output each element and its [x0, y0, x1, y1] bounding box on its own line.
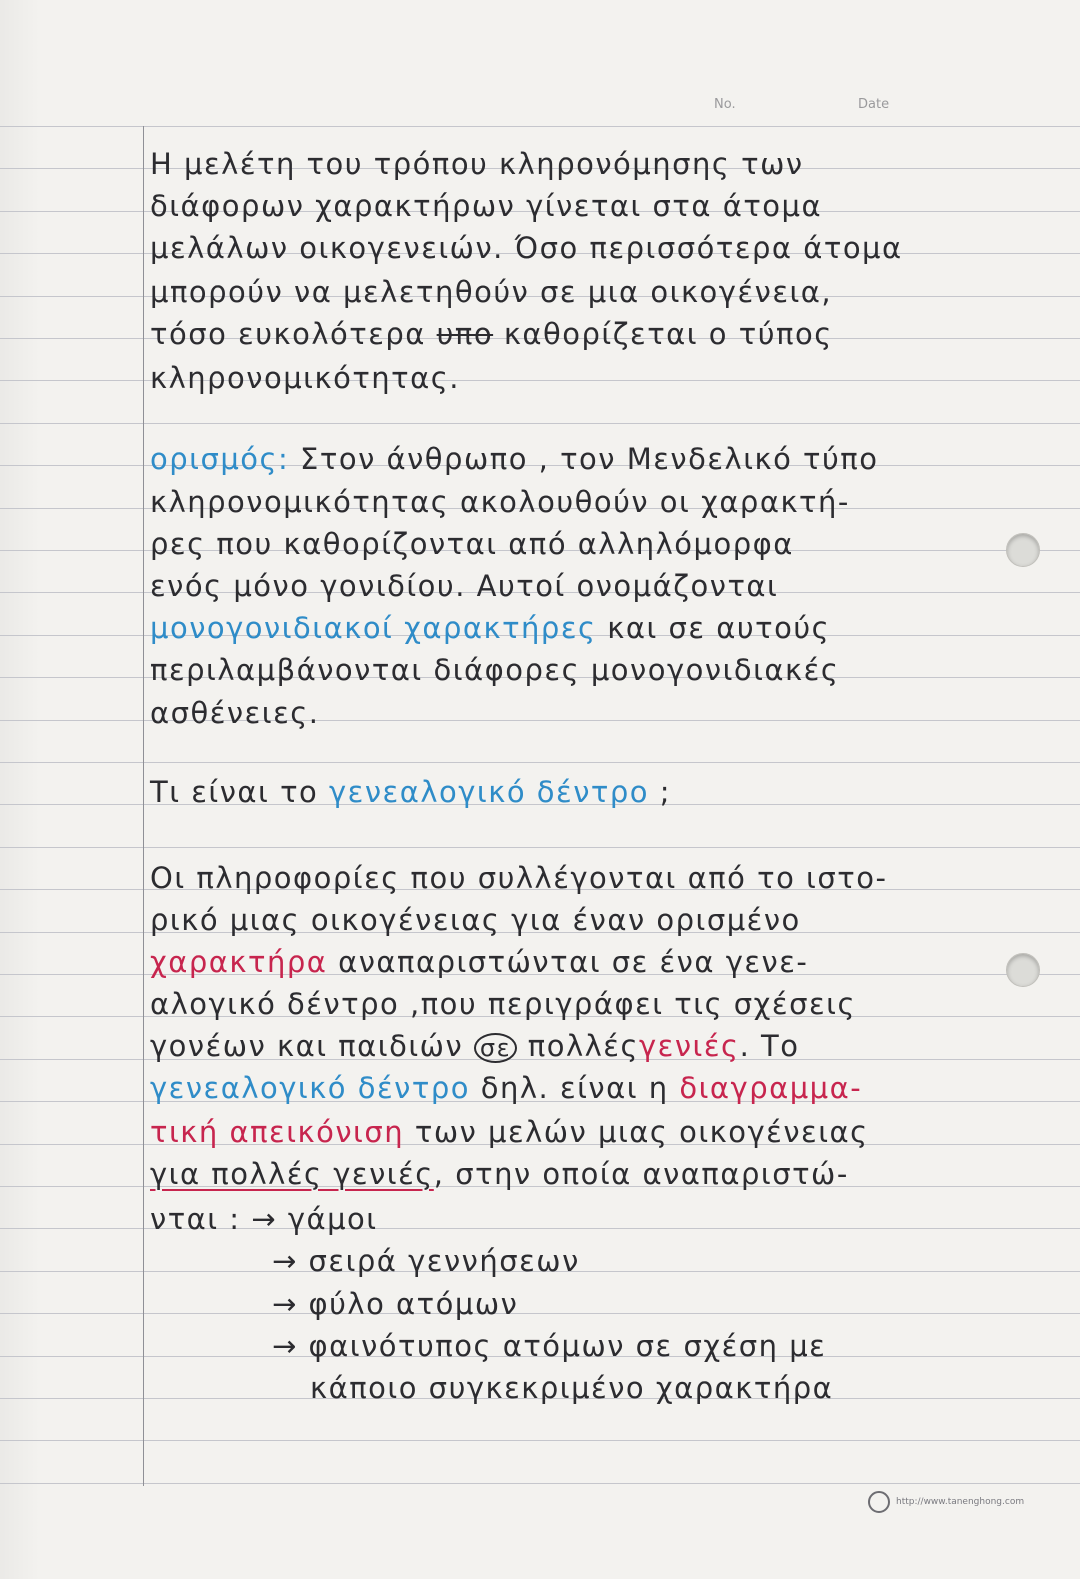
text-line: Οι πληροφορίες που συλλέγονται από το ιστο- — [150, 861, 888, 895]
text-line — [150, 1072, 862, 1104]
text-line: κληρονομικότητας. — [150, 361, 460, 395]
question-line — [150, 776, 671, 808]
text-segment: Στον άνθρωπο , τον Μενδελικό τύπο — [300, 442, 879, 476]
text-segment: και σε αυτούς — [607, 611, 831, 645]
list-item: → γάμοι — [251, 1202, 378, 1236]
brand-logo-icon — [868, 1491, 890, 1513]
footer-brand — [868, 1491, 1024, 1513]
highlighted-term: γενεαλογικό δέντρο — [329, 775, 650, 809]
text-segment: καθορίζεται ο τύπος — [503, 317, 833, 351]
highlighted-term: χαρακτήρα — [150, 945, 328, 979]
text-line: κληρονομικότητας ακολουθούν οι χαρακτή- — [150, 485, 850, 519]
text-line — [150, 1030, 799, 1063]
text-segment: δηλ. είναι η — [480, 1071, 669, 1105]
text-segment: . Το — [739, 1029, 800, 1063]
punch-hole-bottom — [1006, 953, 1040, 987]
text-segment: ; — [659, 775, 672, 809]
number-label: No. — [714, 97, 736, 112]
list-item: → φύλο ατόμων — [272, 1287, 519, 1321]
text-segment: Τι είναι το — [150, 775, 319, 809]
rule-line — [0, 762, 1080, 763]
margin-line — [143, 126, 144, 1486]
rule-line — [0, 1483, 1080, 1484]
text-line: ασθένειες. — [150, 696, 320, 730]
rule-line — [0, 1313, 1080, 1314]
text-segment: πολλές — [527, 1029, 640, 1063]
text-line: περιλαμβάνονται διάφορες μονογονιδιακές — [150, 653, 840, 687]
date-label: Date — [858, 97, 890, 112]
text-line — [150, 1116, 869, 1148]
text-line: ενός μόνο γονιδίου. Αυτοί ονομάζονται — [150, 569, 779, 603]
text-line: ρες που καθορίζονται από αλληλόμορφα — [150, 527, 794, 561]
punch-hole-top — [1006, 533, 1040, 567]
highlighted-term: διαγραμμα- — [679, 1071, 863, 1105]
list-item: → σειρά γεννήσεων — [272, 1244, 580, 1278]
brand-url: http://www.tanenghong.com — [896, 1497, 1025, 1507]
definition-line — [150, 443, 879, 475]
text-line — [150, 612, 830, 644]
text-line: μελάλων οικογενειών. Όσο περισσότερα άτομα — [150, 231, 903, 265]
rule-line — [0, 1440, 1080, 1441]
text-line: Η μελέτη του τρόπου κληρονόμησης των — [150, 147, 804, 181]
definition-label: ορισμός: — [150, 442, 290, 476]
text-line — [150, 946, 808, 978]
text-line — [150, 1158, 849, 1190]
rule-line — [0, 423, 1080, 424]
highlighted-term: τική απεικόνιση — [150, 1115, 405, 1149]
text-segment: , στην οποία αναπαριστώ- — [433, 1157, 849, 1191]
text-line: ρικό μιας οικογένειας για έναν ορισμένο — [150, 903, 801, 937]
text-segment: νται : — [150, 1202, 241, 1236]
highlighted-term: μονογονιδιακοί χαρακτήρες — [150, 611, 597, 645]
text-line: μπορούν να μελετηθούν σε μια οικογένεια, — [150, 275, 833, 309]
text-line: διάφορων χαρακτήρων γίνεται στα άτομα — [150, 189, 823, 223]
text-line — [150, 1203, 378, 1235]
underlined-phrase: για πολλές γενιές — [150, 1157, 434, 1191]
highlighted-term: γενιές — [639, 1029, 740, 1063]
text-line — [150, 318, 833, 350]
text-segment: τόσο ευκολότερα — [150, 317, 426, 351]
text-segment: γονέων και παιδιών — [150, 1029, 464, 1063]
rule-line — [0, 847, 1080, 848]
highlighted-term: γενεαλογικό δέντρο — [150, 1071, 470, 1105]
text-segment: αναπαριστώνται σε ένα γενε- — [338, 945, 809, 979]
rule-line — [0, 126, 1080, 127]
struck-word: υπο — [436, 317, 494, 351]
circled-word: σε — [474, 1033, 517, 1063]
list-item: κάποιο συγκεκριμένο χαρακτήρα — [310, 1371, 834, 1405]
text-line: αλογικό δέντρο ,που περιγράφει τις σχέσεις — [150, 987, 856, 1021]
text-segment: των μελών μιας οικογένειας — [414, 1115, 869, 1149]
list-item: → φαινότυπος ατόμων σε σχέση με — [272, 1329, 827, 1363]
